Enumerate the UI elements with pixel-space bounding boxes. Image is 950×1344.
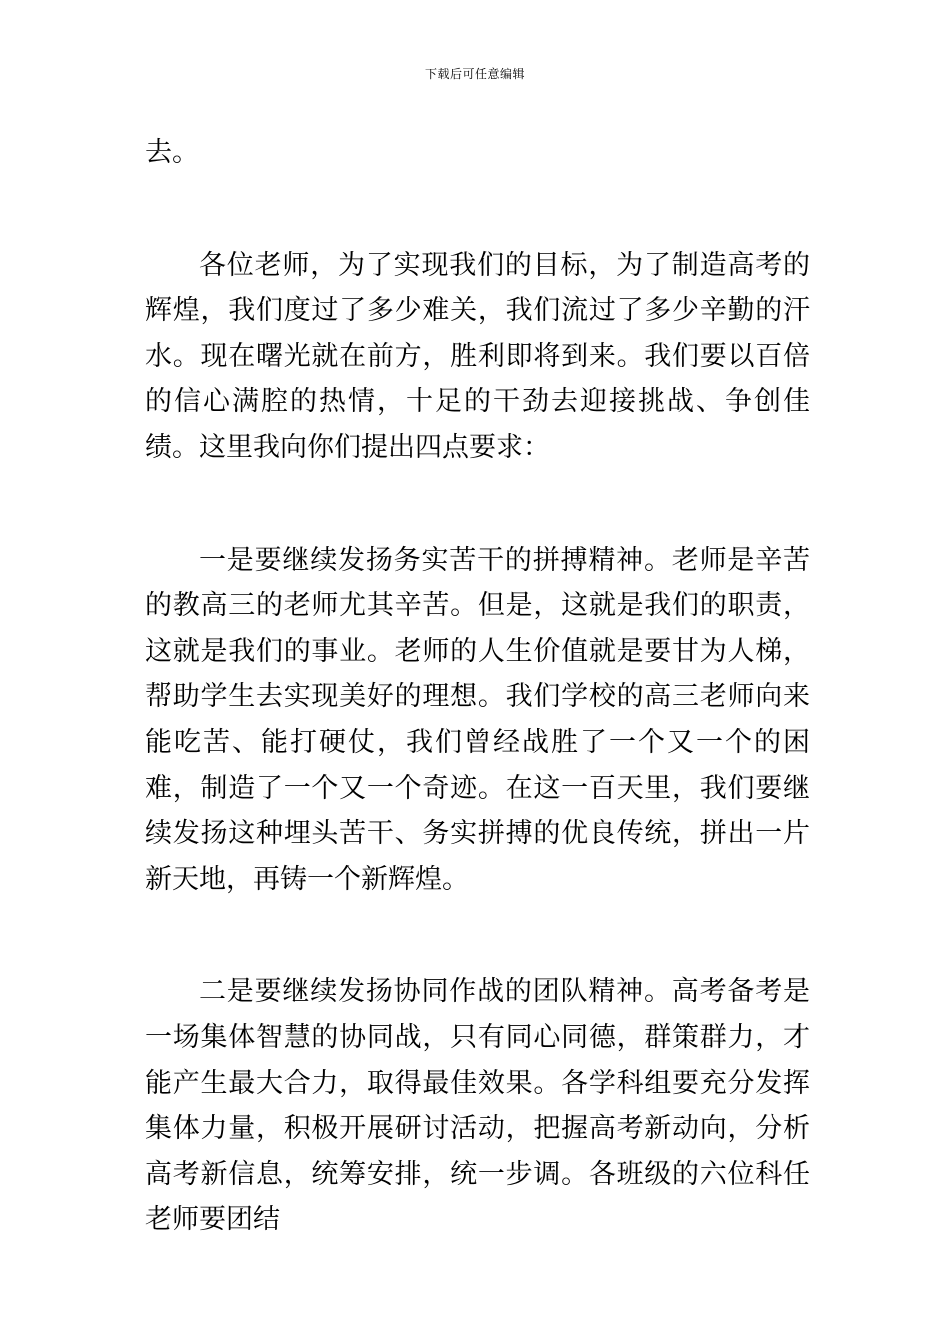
paragraph-point-one: 一是要继续发扬务实苦干的拼搏精神。老师是辛苦的教高三的老师尤其辛苦。但是，这就是我们的职责，这就是我们的事业。老师的人生价值就是要甘为人梯，帮助学生去实现美好的理想。我们学校的高三老师向来能吃苦、能打硬仗，我们曾经战胜了一个又一个的困难，制造了一个又一个奇迹。在这一百天里，我们要继续发扬这种埋头苦干、务实拼搏的优良传统，拼出一片新天地，再铸一个新辉煌。 [145,544,810,895]
document-body [145,130,810,1243]
page-header: 下载后可任意编辑 [424,67,525,81]
paragraph-point-two: 二是要继续发扬协同作战的团队精神。高考备考是一场集体智慧的协同战，只有同心同德，群策群力，才能产生最大合力，取得最佳效果。各学科组要充分发挥集体力量，积极开展研讨活动，把握高考新动向，分析高考新信息，统筹安排，统一步调。各班级的六位科任老师要团结 [145,976,810,1236]
paragraph-requirements-intro: 各位老师，为了实现我们的目标，为了制造高考的辉煌，我们度过了多少难关，我们流过了多少辛勤的汗水。现在曙光就在前方，胜利即将到来。我们要以百倍的信心满腔的热情，十足的干劲去迎接挑战、争创佳绩。这里我向你们提出四点要求： [145,249,810,463]
paragraph-continuation: 去。 [145,137,199,168]
